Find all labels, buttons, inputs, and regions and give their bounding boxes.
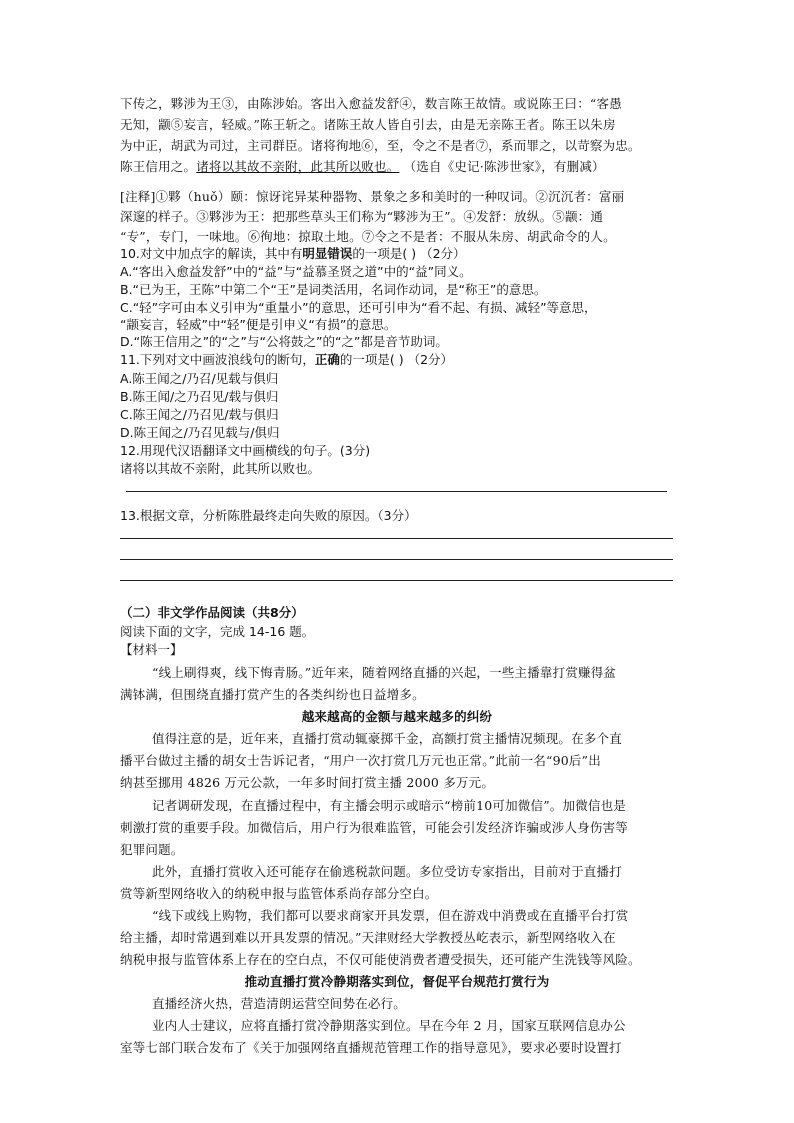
paragraph-line: 值得注意的是，近年来，直播打赏动辄豪掷千金，高额打赏主播情况频现。在多个直	[152, 731, 622, 746]
paragraph-line: 满钵满，但围绕直播打赏产生的各类纠纷也日益增多。	[120, 687, 425, 702]
paragraph-line: 业内人士建议，应将直播打赏冷静期落实到位。早在今年 2 月，国家互联网信息办公	[152, 1018, 626, 1033]
option-d: D.陈王闻之/乃召见载与/俱归	[120, 425, 280, 440]
paragraph-line: 刺激打赏的重要手段。加微信后，用户行为很难监管，可能会引发经济诈骗或涉人身伤害等	[120, 820, 629, 835]
paragraph-line: 播平台做过主播的胡女士告诉记者，“用户一次打赏几万元也正常。”此前一名“90后”出	[120, 753, 601, 768]
paragraph-line: 赏等新型网络收入的纳税申报与监管体系尚存部分空白。	[120, 886, 438, 901]
paragraph-line: 直播经济火热，营造清朗运营空间势在必行。	[152, 996, 407, 1011]
passage-source: （选自《史记·陈涉世家》，有删减）	[403, 159, 605, 174]
stem-text: 的一项是( ) （2分）	[339, 352, 454, 367]
article-subheading: 推动直播打赏冷静期落实到位，督促平台规范打赏行为	[244, 974, 550, 989]
question-10-stem	[120, 245, 466, 263]
question-11-stem	[120, 351, 453, 369]
answer-line[interactable]	[120, 580, 673, 581]
option-a: A.“客出入愈益发舒”中的“益”与“益慕圣贤之道”中的“益”同义。	[120, 264, 472, 279]
question-12-sentence: 诸将以其故不亲附，此其所以败也。	[120, 461, 321, 476]
option-b: B.“已为王，王陈”中第二个“王”是词类活用，名词作动词，是“称王”的意思。	[120, 282, 547, 297]
paragraph-line: 室等七部门联合发布了《关于加强网络直播规范管理工作的指导意见》，要求必要时设置打	[120, 1040, 622, 1055]
passage-line: 为中正，胡武为司过，主司群臣。诸将徇地⑥，至，令之不是者⑦，系而罪之，以苛察为忠。	[120, 138, 641, 153]
section-instruction: 阅读下面的文字，完成 14-16 题。	[120, 624, 315, 639]
passage-line	[120, 158, 605, 176]
passage-text: 陈王信用之。	[120, 159, 197, 174]
answer-line[interactable]	[126, 491, 667, 492]
option-c-continued: “颛妄言，轻威”中“轻”便是引申义“有损”的意思。	[120, 317, 397, 332]
paragraph-line: 此外，直播打赏收入还可能存在偷逃税款问题。多位受访专家指出，目前对于直播打	[152, 864, 622, 879]
paragraph-line: 纳甚至挪用 4826 万元公款，一年多时间打赏主播 2000 多万元。	[120, 775, 495, 790]
option-c: C.陈王闻之/乃召见/载与俱归	[120, 407, 279, 422]
answer-line[interactable]	[120, 559, 673, 560]
passage-line: 下传之，夥涉为王③，由陈涉始。客出入愈益发舒④，数言陈王故情。或说陈王曰：“客愚	[120, 96, 622, 111]
stem-text: 的一项是( ) （2分）	[352, 246, 466, 261]
option-d: D.“陈王信用之”的“之”与“公将鼓之”的“之”都是音节助词。	[120, 334, 448, 349]
stem-text: 11.下列对文中画波浪线句的断句，	[120, 352, 315, 367]
paragraph-line: “线上刷得爽，线下悔青肠。”近年来，随着网络直播的兴起，一些主播靠打赏赚得盆	[152, 665, 617, 680]
option-c: C.“轻”字可由本义引申为“重量小”的意思，还可引申为“看不起、有损、减轻”等意思，	[120, 300, 597, 315]
paragraph-line: “线下或线上购物，我们都可以要求商家开具发票，但在游戏中消费或在直播平台打赏	[152, 908, 629, 923]
passage-line: 无知，颛⑤妄言，轻威。”陈王斩之。诸陈王故人皆自引去，由是无亲陈王者。陈王以朱房	[120, 117, 616, 132]
paragraph-line: 记者调研发现，在直播过程中，有主播会明示或暗示“榜前10可加微信”。加微信也是	[152, 798, 626, 813]
stem-emphasis: 明显错误	[302, 246, 353, 261]
paragraph-line: 给主播，却时常遇到难以开具发票的情况。”天津财经大学教授丛屹表示，新型网络收入在	[120, 930, 616, 945]
option-a: A.陈王闻之/乃召/见载与俱归	[120, 371, 279, 386]
paragraph-line: 犯罪问题。	[120, 842, 184, 857]
section-heading: （二）非文学作品阅读（共8分）	[120, 605, 304, 620]
notes-line: [注释]①夥（huǒ）颐：惊讶诧异某种器物、景象之多和美时的一种叹词。②沉沉者：富丽	[120, 189, 625, 204]
question-12-stem: 12.用现代汉语翻译文中画横线的句子。(3分)	[120, 443, 371, 458]
question-13-stem: 13.根据文章，分析陈胜最终走向失败的原因。（3分）	[120, 508, 417, 523]
stem-text: 10.对文中加点字的解读，其中有	[120, 246, 303, 261]
answer-line[interactable]	[120, 538, 673, 539]
material-label: 【材料一】	[120, 642, 183, 657]
stem-emphasis: 正确	[314, 352, 340, 367]
option-b: B.陈王闻/之乃召见/载与俱归	[120, 389, 279, 404]
underlined-sentence: 诸将以其故不亲附，此其所以败也。	[196, 159, 400, 174]
notes-line: “专”，专门，一味地。⑥徇地：掠取土地。⑦令之不是者：不服从朱房、胡武命令的人。	[120, 229, 616, 244]
article-subheading: 越来越高的金额与越来越多的纠纷	[301, 709, 493, 724]
notes-line: 深邃的样子。③夥涉为王：把那些草头王们称为“夥涉为王”。④发舒：放纵。⑤颛：通	[120, 209, 604, 224]
paragraph-line: 纳税申报与监管体系上存在的空白点，不仅可能使消费者遭受损失，还可能产生洗钱等风险。	[120, 952, 641, 967]
